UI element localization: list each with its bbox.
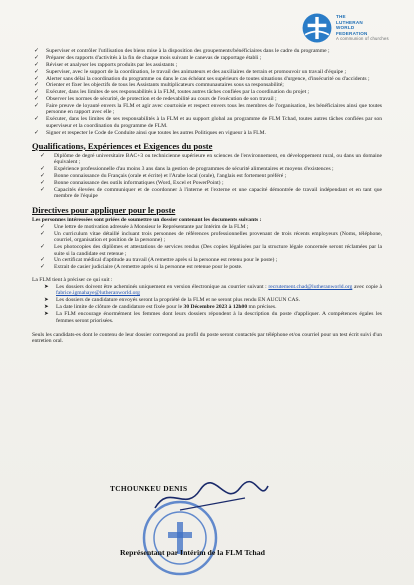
duty-item: ✓ Préparer des rapports d'activités à la fin de chaque mois suivant le canevas de rapportage établi ; <box>34 53 262 61</box>
check-icon: ✓ <box>34 53 40 61</box>
document-item: ✓ Un curriculum vitae détaillé incluant trois personnes de références professionnelles provenant de trois récents employeurs (Noms, téléphone, courriel, organisation et position de la personne) ; <box>40 230 382 244</box>
duty-item: ✓ Alerter sans délai la coordination du programme ou dans le cas échéant ses supérieurs de toutes situations d'urgence, d'insécurité ou d'accidents ; <box>34 74 370 82</box>
closing-paragraph: Seuls les candidats-es dont le contenu de leur dossier correspond au profil du poste seront contactés par téléphone et/ou courriel pour un test écrit suivi d'un entretien oral. <box>32 332 382 345</box>
recruitment-email-link[interactable]: recrutement.chad@lutheranworld.org <box>268 283 353 290</box>
check-icon: ✓ <box>34 128 40 136</box>
logo-text <box>336 14 389 41</box>
note-item: ➤ Les dossiers de candidature envoyés seront la propriété de la FLM et ne seront plus rendu EN AUCUN CAS. <box>44 297 301 304</box>
qualifications-heading: Qualifications, Expériences et Exigences du poste <box>32 140 213 151</box>
qualification-item: ✓ Capacités élevées de communiquer et de coordonner à l'interne et l'externe et une capacité démontrée de travail indépendant et en tant que membre de l'équipe <box>40 185 382 200</box>
check-icon: ✓ <box>40 152 46 160</box>
arrow-icon: ➤ <box>44 283 49 290</box>
logo-line4: FEDERATION <box>336 30 368 36</box>
document-item: ✓ Extrait de casier judiciaire (A remettre après si la personne est retenue pour le poste. <box>40 263 243 271</box>
check-icon: ✓ <box>40 230 46 238</box>
logo-line5: A communion of churches <box>336 36 389 42</box>
copy-email-link[interactable]: fabrice.igmahaye@lutheranworld.org <box>56 290 140 297</box>
document-item: ✓ Un certificat médical d'aptitude au travail (A remettre après si la personne est retenu pour le poste) ; <box>40 256 278 264</box>
duty-item: ✓ Observer les normes de sécurité, de protection et de redevabilité au cours de l'exécution de son travail ; <box>34 95 277 103</box>
duty-item: ✓ Exécuter, dans les limites de ses responsabilités à la FLM, toutes autres tâches confiées par la coordination du projet ; <box>34 88 310 96</box>
deadline: 30 Décembre 2023 à 12h00 <box>183 304 248 311</box>
duties-list <box>32 48 382 136</box>
check-icon: ✓ <box>34 74 40 82</box>
qualification-item: ✓ Diplôme de degré universitaire BAC+3 ou technicienne supérieure en sciences de l'environnement, en développement rural, ou dans un domaine équivalent ; <box>40 152 382 166</box>
duty-item: ✓ Réviser et analyser les rapports produits par les assistants ; <box>34 60 178 68</box>
duty-item: ✓ Exécuter, dans les limites de ses responsabilités à la FLM et au support global au programme de FLM Tchad, toutes autres tâches confiées par son superviseur et la coordination du programme de FLM. <box>34 115 382 129</box>
qualification-item: ✓ Bonne connaissance du Français (orale et écrite) et l'Arabe local (orale), l'anglais est fortement préféré ; <box>40 172 287 180</box>
duty-item: ✓ Signer et respecter le Code de Conduite ainsi que toutes les autres Politiques en vigueur à la FLM. <box>34 128 266 136</box>
arrow-icon: ➤ <box>44 297 49 304</box>
application-heading: Directives pour appliquer pour le poste <box>32 204 176 215</box>
arrow-icon: ➤ <box>44 311 49 318</box>
signatory-name: TCHOUNKEU DENIS <box>110 484 188 493</box>
logo-line2: LUTHERAN <box>336 19 363 25</box>
check-icon: ✓ <box>40 263 46 271</box>
document-body <box>32 48 382 346</box>
document-item: ✓ Une lettre de motivation adressée à Monsieur le Représentante par Intérim de la FLM ; <box>40 223 249 231</box>
check-icon: ✓ <box>34 81 40 89</box>
duty-item: ✓ Superviser, avec le support de la coordination, le travail des animateurs et des auxiliaires de terrain et promouvoir un travail d'équipe ; <box>34 67 347 75</box>
duty-item: ✓ Superviser et contrôler l'utilisation des biens mise à la disposition des groupements/bénéficiaires dans le cadre du programme ; <box>34 47 330 54</box>
qualifications-list <box>32 153 382 199</box>
check-icon: ✓ <box>40 223 46 231</box>
note-item: ➤ La FLM encourage énormément les femmes dont leurs dossiers répondent à la description du poste d'appliquer. A compétences égales les femmes seront priorisées. <box>44 311 382 324</box>
check-icon: ✓ <box>34 102 40 110</box>
check-icon: ✓ <box>34 67 40 75</box>
signatory-title: Représentant par Intérim de la FLM Tchad <box>120 548 265 557</box>
check-icon: ✓ <box>40 185 46 193</box>
application-intro: Les personnes intéressées sont priées de soumettre un dossier contenant les documents suivants : <box>32 216 262 223</box>
duty-item: ✓ Orienter et fixer les objectifs de tous les Assistants multiplicateurs communautaires sous sa responsabilité; <box>34 81 284 89</box>
check-icon: ✓ <box>34 115 40 123</box>
lwf-logo <box>300 6 400 50</box>
check-icon: ✓ <box>40 243 46 251</box>
check-icon: ✓ <box>34 60 40 68</box>
documents-list <box>32 224 382 270</box>
note-item: ➤ La date limite de clôture de candidature est fixée pour le 30 Décembre 2023 à 12h00 mn précises. <box>44 304 277 311</box>
lwf-cross-icon <box>300 11 334 45</box>
check-icon: ✓ <box>40 179 46 187</box>
qualification-item: ✓ Expérience professionnelle d'au moins 3 ans dans la gestion de programmes de sécurité alimentaires et moyens d'existences ; <box>40 165 334 173</box>
qualification-item: ✓ Bonne connaissance des outils informatiques (Word, Excel et PowerPoint) ; <box>40 179 224 187</box>
check-icon: ✓ <box>34 88 40 96</box>
check-icon: ✓ <box>40 165 46 173</box>
logo-line3: WORLD <box>336 25 355 31</box>
document-item: ✓ Les photocopies des diplômes et attestations de services rendus (Des copies légalisées par la structure légale concernée seront réclamées par la suite si la candidate est retenue ; <box>40 243 382 257</box>
check-icon: ✓ <box>40 172 46 180</box>
check-icon: ✓ <box>34 95 40 103</box>
arrow-icon: ➤ <box>44 304 49 311</box>
logo-line1: THE <box>336 14 346 20</box>
check-icon: ✓ <box>34 47 40 54</box>
notes-intro: La FLM tient à préciser ce qui suit : <box>32 276 113 283</box>
check-icon: ✓ <box>40 256 46 264</box>
duty-item: ✓ Faire preuve de loyauté envers la FLM et agir avec courtoisie et respect envers tous les membres de l'organisation, les bénéficiaires ainsi que toutes personne en rapport avec elle ; <box>34 102 382 116</box>
notes-list <box>32 284 382 324</box>
note-item: ➤ Les dossiers doivent être acheminés uniquement en version électronique au courrier suivant : recrutement.chad@lutheranworld.org avec copie à fabrice.igmahaye@lutheranworld.org <box>44 283 383 297</box>
